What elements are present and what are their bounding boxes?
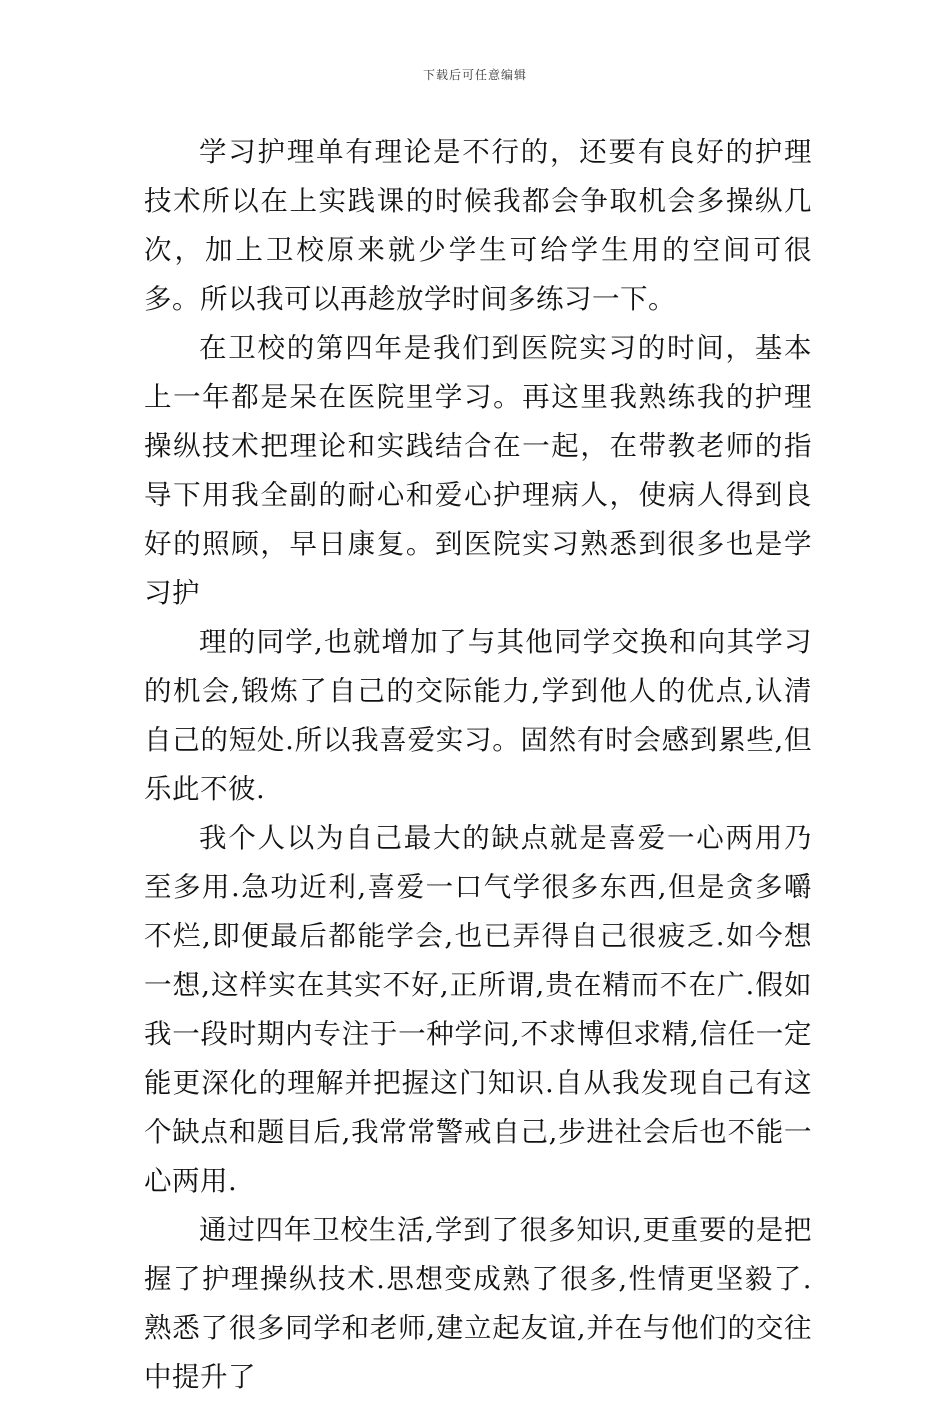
paragraph-1: 学习护理单有理论是不行的，还要有良好的护理技术所以在上实践课的时候我都会争取机会多操纵几次，加上卫校原来就少学生可给学生用的空间可很多。所以我可以再趁放学时间多练习一下。 bbox=[144, 136, 812, 315]
page-header: 下载后可任意编辑 bbox=[422, 68, 527, 82]
document-body bbox=[144, 128, 812, 1402]
paragraph-2: 在卫校的第四年是我们到医院实习的时间，基本上一年都是呆在医院里学习。再这里我熟练我的护理操纵技术把理论和实践结合在一起，在带教老师的指导下用我全副的耐心和爱心护理病人，使病人得到良好的照顾，早日康复。到医院实习熟悉到很多也是学习护 bbox=[144, 332, 812, 609]
paragraph-3: 理的同学,也就增加了与其他同学交换和向其学习的机会,锻炼了自己的交际能力,学到他人的优点,认清自己的短处.所以我喜爱实习。固然有时会感到累些,但乐此不彼. bbox=[144, 626, 812, 805]
paragraph-4: 我个人以为自己最大的缺点就是喜爱一心两用乃至多用.急功近利,喜爱一口气学很多东西,但是贪多嚼不烂,即便最后都能学会,也已弄得自己很疲乏.如今想一想,这样实在其实不好,正所谓,贵在精而不在广.假如我一段时期内专注于一种学问,不求博但求精,信任一定能更深化的理解并把握这门知识.自从我发现自己有这个缺点和题目后,我常常警戒自己,步进社会后也不能一心两用. bbox=[144, 822, 812, 1197]
paragraph-5: 通过四年卫校生活,学到了很多知识,更重要的是把握了护理操纵技术.思想变成熟了很多,性情更坚毅了.熟悉了很多同学和老师,建立起友谊,并在与他们的交往中提升了 bbox=[144, 1214, 812, 1393]
